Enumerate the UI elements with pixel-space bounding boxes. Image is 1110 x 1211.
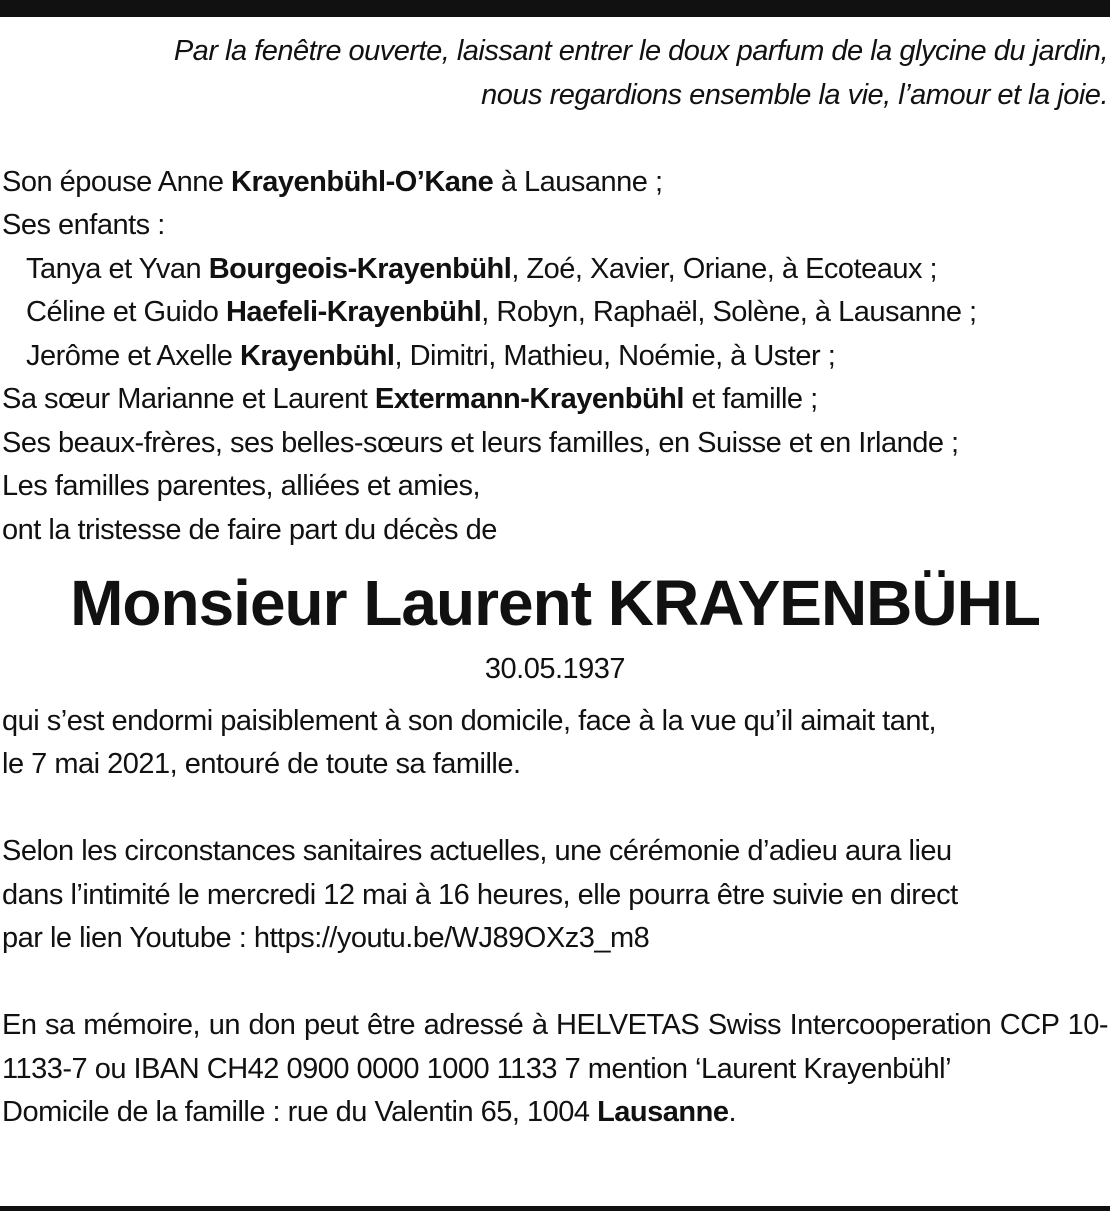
child-3-surname: Krayenbühl [239, 339, 395, 372]
child-1-pre: Tanya et Yvan [26, 252, 209, 285]
inlaws-line: Ses beaux-frères, ses belles-sœurs et leurs familles, en Suisse et en Irlande ; [2, 426, 959, 459]
sister-post: et famille ; [683, 383, 818, 415]
ceremony-line-2: dans l’intimité le mercredi 12 mai à 16 heures, elle pourra être suivie en direct [2, 878, 958, 911]
child-line-1 [2, 248, 1108, 292]
bottom-rule [0, 1206, 1110, 1211]
spouse-pre: Son épouse Anne [2, 165, 232, 198]
ceremony-paragraph [2, 830, 1108, 961]
children-label: Ses enfants : [2, 209, 165, 241]
passing-paragraph [2, 700, 1108, 787]
sister-pre: Sa sœur Marianne et Laurent [2, 383, 375, 415]
child-2-surname: Haefeli-Krayenbühl [225, 296, 482, 328]
spacer [2, 117, 1108, 161]
epigraph-line-1: Par la fenêtre ouverte, laissant entrer le doux parfum de la glycine du jardin, [173, 35, 1108, 67]
domicile-city: Lausanne [597, 1096, 729, 1128]
announce-line: ont la tristesse de faire part du décès de [2, 513, 497, 546]
donation-paragraph: En sa mémoire, un don peut être adressé à HELVETAS Swiss Intercooperation CCP 10-1133-7 ou IBAN CH42 0900 0000 1000 1133 7 mention ‘Laurent Krayenbühl’ [2, 1009, 1108, 1085]
epigraph [2, 30, 1108, 117]
passing-line-2: le 7 mai 2021, entouré de toute sa famille. [2, 748, 521, 780]
birth-date: 30.05.1937 [484, 653, 626, 685]
child-2-post: , Robyn, Raphaël, Solène, à Lausanne ; [481, 296, 977, 328]
obituary-notice [2, 30, 1108, 1135]
domicile-post: . [728, 1096, 737, 1128]
domicile-line [2, 1091, 1108, 1135]
spacer [2, 961, 1108, 1005]
ceremony-line-1: Selon les circonstances sanitaires actuelles, une cérémonie d’adieu aura lieu [2, 835, 952, 867]
epigraph-line-2: nous regardions ensemble la vie, l’amour et la joie. [481, 78, 1108, 111]
sister-line [2, 378, 1108, 422]
relatives-line: Les familles parentes, alliées et amies, [2, 470, 481, 502]
child-3-pre: Jerôme et Axelle [26, 339, 240, 372]
domicile-pre: Domicile de la famille : rue du Valentin 65, 1004 [2, 1096, 598, 1128]
deceased-name: Monsieur Laurent KRAYENBÜHL [70, 567, 1040, 639]
passing-line-1: qui s’est endormi paisiblement à son domicile, face à la vue qu’il aimait tant, [2, 704, 937, 737]
child-3-post: , Dimitri, Mathieu, Noémie, à Uster ; [394, 339, 836, 372]
spouse-line [2, 161, 1108, 205]
child-line-3 [2, 335, 1108, 379]
ceremony-line-3: par le lien Youtube : https://youtu.be/WJ89OXz3_m8 [2, 922, 650, 954]
family-list [2, 161, 1108, 553]
child-1-surname: Bourgeois-Krayenbühl [208, 252, 512, 285]
sister-surname: Extermann-Krayenbühl [374, 383, 684, 415]
child-1-post: , Zoé, Xavier, Oriane, à Ecoteaux ; [511, 252, 938, 285]
top-rule [0, 0, 1110, 17]
spouse-surname: Krayenbühl-O’Kane [231, 165, 494, 198]
child-2-pre: Céline et Guido [26, 296, 226, 328]
spouse-post: à Lausanne ; [493, 165, 663, 198]
child-line-2 [2, 291, 1108, 335]
spacer [2, 787, 1108, 831]
